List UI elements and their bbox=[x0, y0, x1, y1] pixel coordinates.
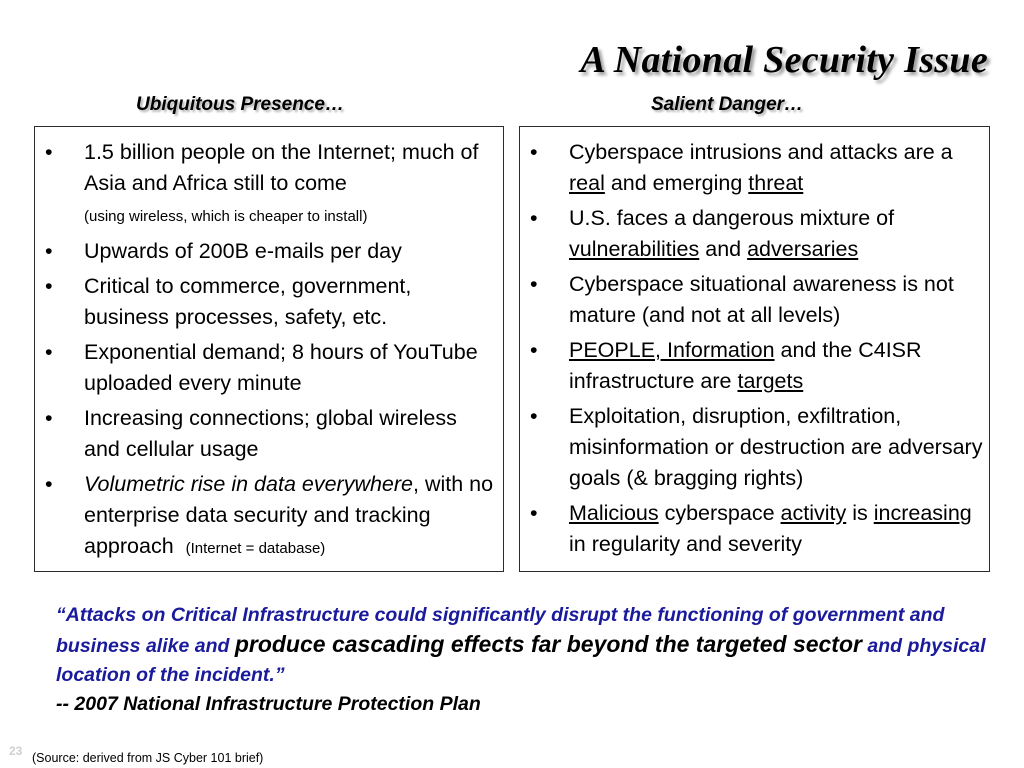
list-item bbox=[35, 337, 497, 399]
list-item bbox=[520, 137, 983, 199]
bullet-icon: • bbox=[530, 272, 538, 296]
list-item bbox=[520, 335, 983, 397]
bullet-text: Cyberspace situational awareness is not mature (and not at all levels) bbox=[569, 272, 954, 327]
bullet-icon: • bbox=[530, 404, 538, 428]
bullet-text: Upwards of 200B e-mails per day bbox=[84, 239, 402, 263]
bullet-text: cyberspace bbox=[658, 501, 781, 525]
bullet-icon: • bbox=[45, 472, 53, 496]
bullet-icon: • bbox=[45, 406, 53, 430]
list-item bbox=[35, 403, 497, 465]
bullet-text: and the C4ISR infrastructure are bbox=[569, 338, 922, 393]
underlined-text: real bbox=[569, 171, 605, 195]
bullet-text: Cyberspace intrusions and attacks are a bbox=[569, 140, 953, 164]
list-item bbox=[520, 498, 983, 560]
bullet-text: 1.5 billion people on the Internet; much of Asia and Africa still to come bbox=[84, 140, 479, 195]
bullet-icon: • bbox=[530, 140, 538, 164]
bullet-note: (using wireless, which is cheaper to install) bbox=[84, 208, 368, 225]
bullet-text: , with no enterprise data security and tracking approach bbox=[84, 472, 494, 558]
list-item bbox=[520, 203, 983, 265]
bullet-text: in regularity and severity bbox=[569, 532, 803, 556]
bullet-icon: • bbox=[530, 206, 538, 230]
bullet-icon: • bbox=[45, 340, 53, 364]
bullet-text: and bbox=[699, 237, 748, 261]
underlined-text: adversaries bbox=[747, 237, 859, 261]
bullet-text: Critical to commerce, government, business processes, safety, etc. bbox=[84, 274, 412, 329]
bullet-text: U.S. faces a dangerous mixture of bbox=[569, 206, 895, 230]
list-item bbox=[35, 469, 497, 564]
bullet-note: (Internet = database) bbox=[185, 540, 326, 557]
bullet-icon: • bbox=[530, 338, 538, 362]
right-bullet-list bbox=[520, 137, 983, 560]
underlined-text: PEOPLE, Information bbox=[569, 338, 775, 362]
list-item bbox=[520, 269, 983, 331]
right-bullet-box bbox=[519, 126, 990, 572]
bullet-text: Increasing connections; global wireless and cellular usage bbox=[84, 406, 457, 461]
list-item bbox=[35, 137, 497, 232]
underlined-text: targets bbox=[737, 369, 804, 393]
left-column-heading: Ubiquitous Presence… bbox=[136, 94, 344, 115]
underlined-text: threat bbox=[748, 171, 804, 195]
slide-number: 23 bbox=[9, 744, 23, 758]
list-item bbox=[35, 271, 497, 333]
quote-block bbox=[56, 601, 1006, 719]
underlined-text: vulnerabilities bbox=[569, 237, 700, 261]
underlined-text: Malicious bbox=[569, 501, 659, 525]
left-bullet-list bbox=[35, 137, 497, 564]
quote-emphasis: produce cascading effects far beyond the targeted sector bbox=[234, 631, 862, 657]
bullet-text-italic: Volumetric rise in data everywhere bbox=[84, 472, 414, 496]
bullet-icon: • bbox=[45, 274, 53, 298]
bullet-text: is bbox=[846, 501, 874, 525]
quote-attribution: -- 2007 National Infrastructure Protection Plan bbox=[56, 693, 481, 715]
underlined-text: activity bbox=[780, 501, 847, 525]
bullet-text: and emerging bbox=[604, 171, 749, 195]
bullet-text: Exponential demand; 8 hours of YouTube uploaded every minute bbox=[84, 340, 478, 395]
bullet-text: Exploitation, disruption, exfiltration, misinformation or destruction are adversary goals (& bragging rights) bbox=[569, 404, 983, 490]
list-item bbox=[520, 401, 983, 494]
slide-title: A National Security Issue bbox=[580, 39, 988, 81]
right-column-heading: Salient Danger… bbox=[651, 94, 804, 115]
quote-text: “Attacks on Critical Infrastructure could significantly disrupt the functioning of government and business alike and bbox=[56, 604, 945, 657]
bullet-icon: • bbox=[45, 140, 53, 164]
left-bullet-box bbox=[34, 126, 504, 572]
source-note: (Source: derived from JS Cyber 101 brief) bbox=[32, 751, 264, 765]
bullet-icon: • bbox=[530, 501, 538, 525]
list-item bbox=[35, 236, 497, 267]
underlined-text: increasing bbox=[873, 501, 972, 525]
bullet-icon: • bbox=[45, 239, 53, 263]
quote-text: and physical location of the incident.” bbox=[56, 635, 986, 686]
